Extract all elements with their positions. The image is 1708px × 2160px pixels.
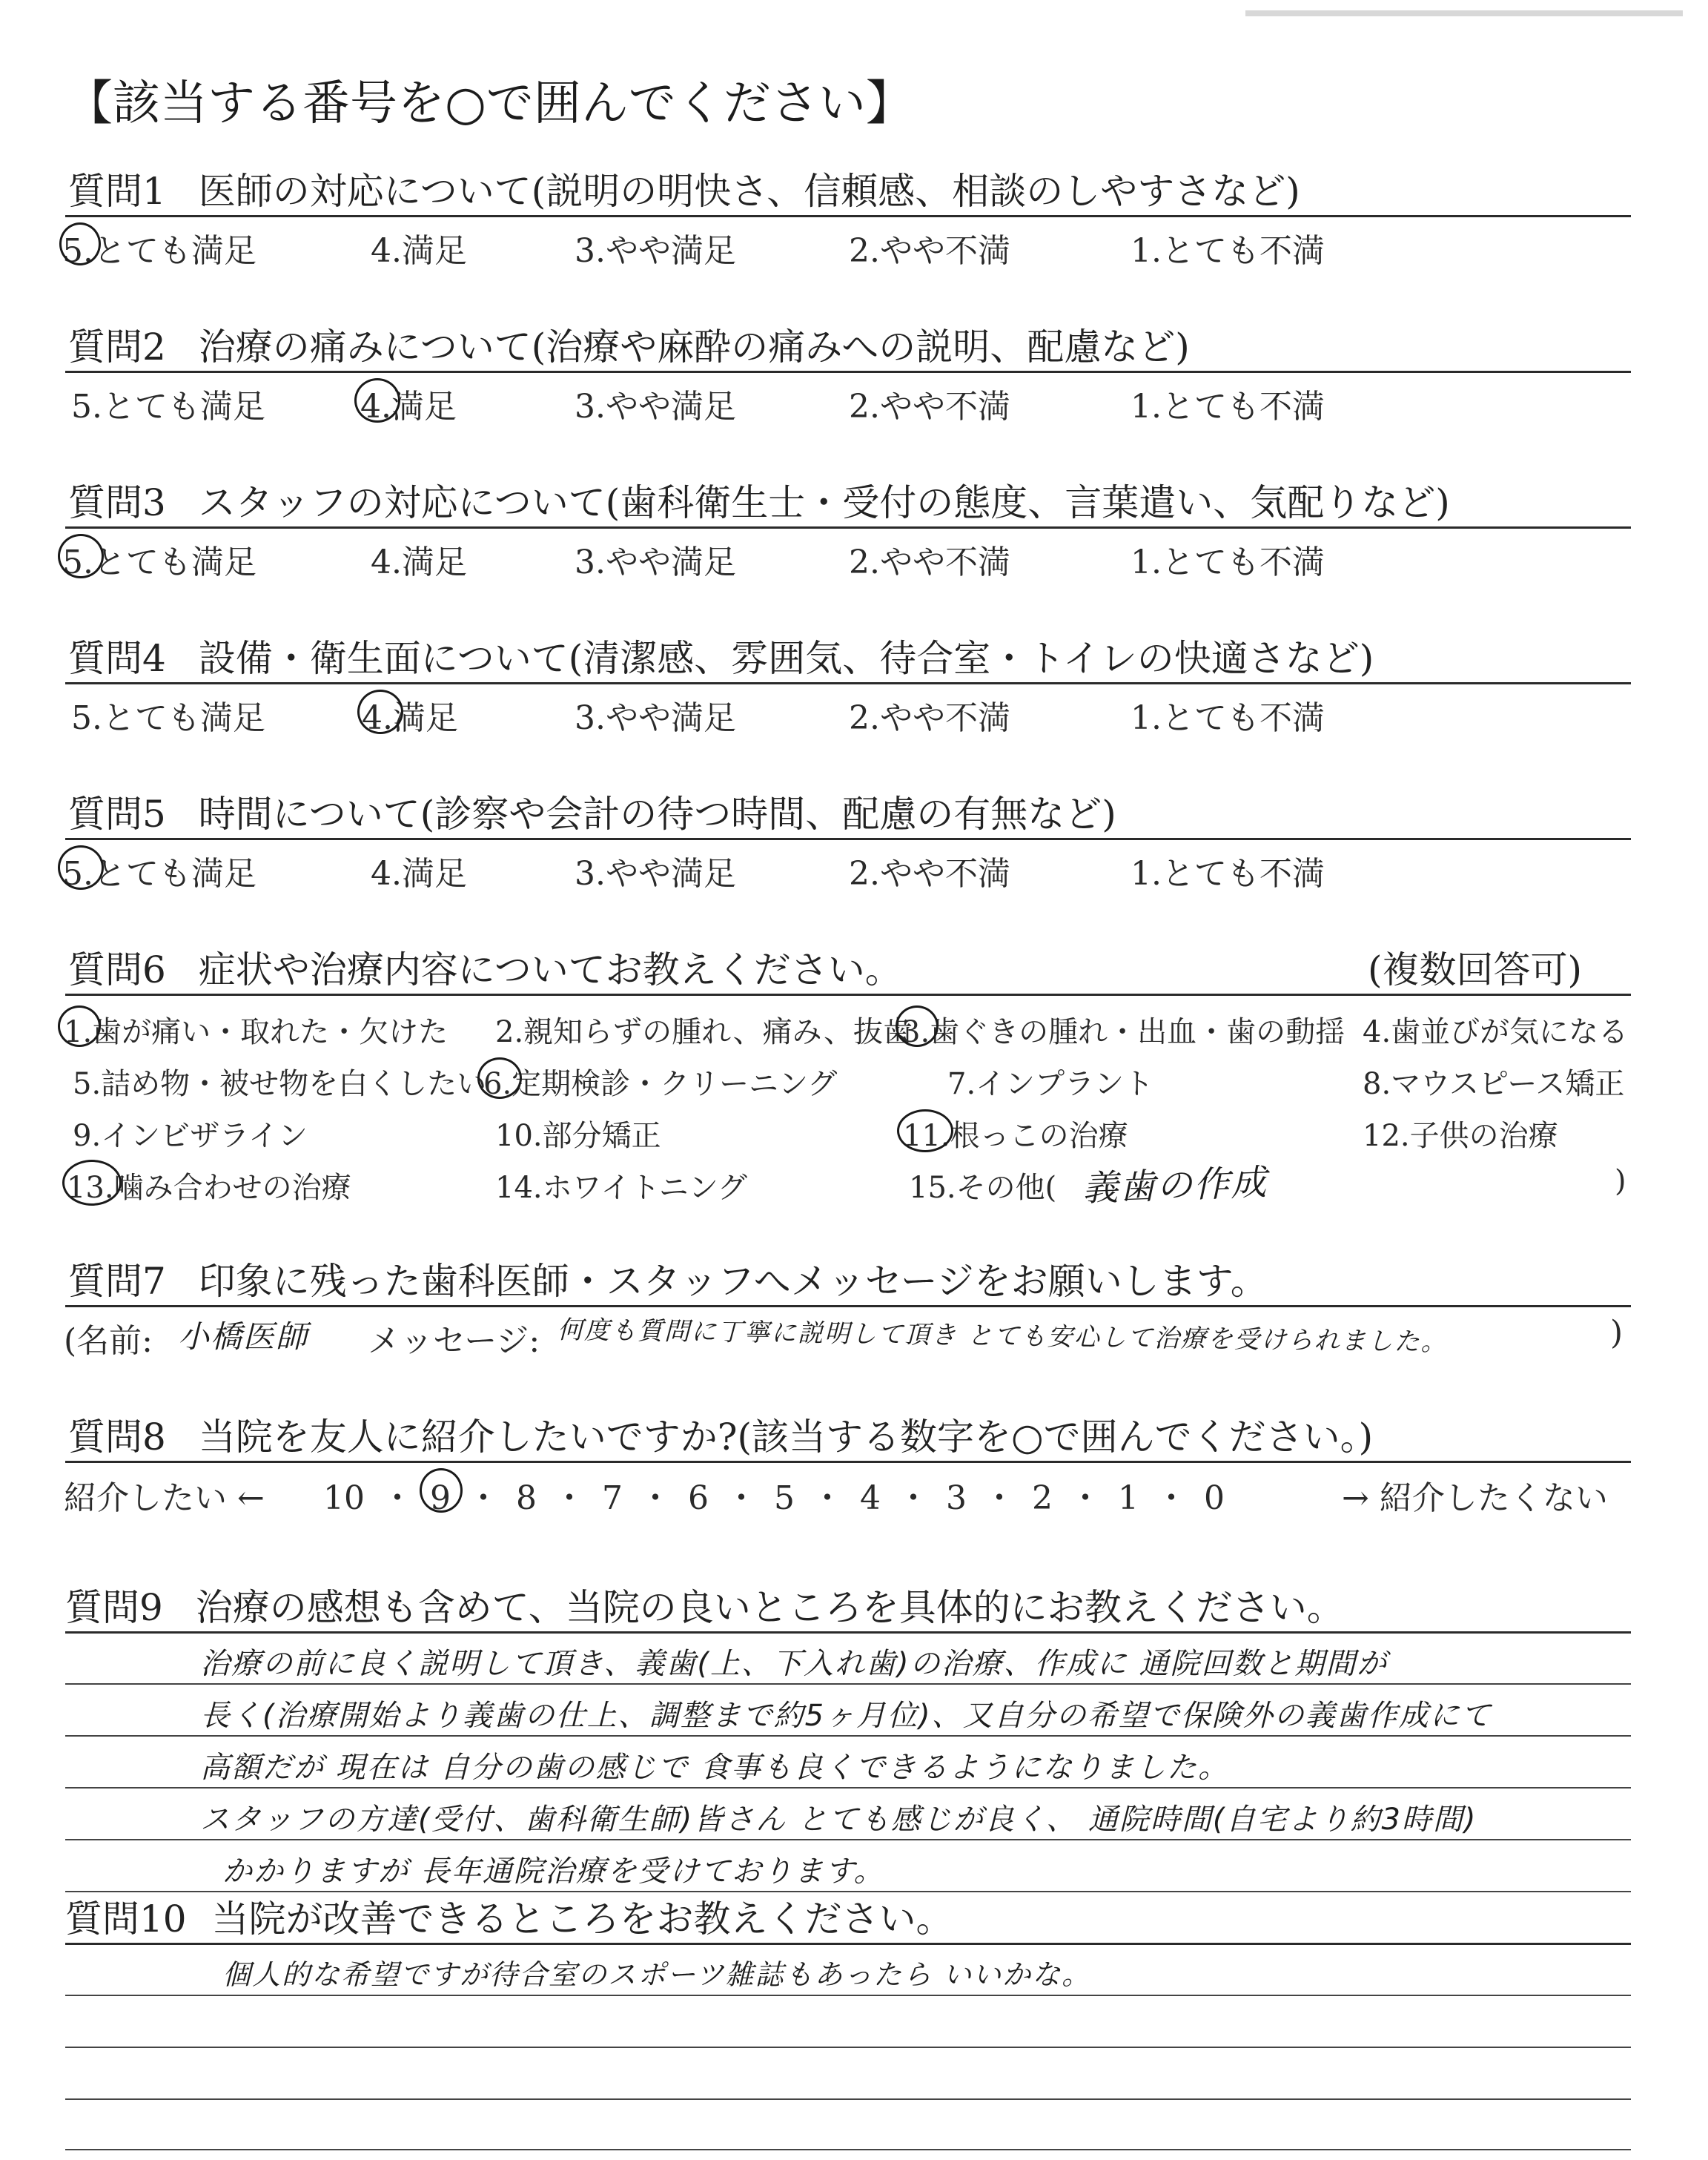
q6-option-14[interactable]: 14.ホワイトニング bbox=[495, 1171, 748, 1205]
q8-scale-8[interactable]: 8 bbox=[516, 1479, 537, 1517]
q3-text: スタッフの対応について(歯科衛生士・受付の態度、言葉遣い、気配りなど) bbox=[198, 481, 1450, 524]
q7-label: 質問7 bbox=[68, 1260, 166, 1303]
q6-heading bbox=[68, 940, 902, 994]
q6-selection-circle-1 bbox=[58, 1005, 101, 1047]
q10-label: 質問10 bbox=[65, 1898, 187, 1941]
q3-label: 質問3 bbox=[68, 481, 166, 524]
q6-option-3[interactable]: 3.歯ぐきの腫れ・出血・歯の動揺 bbox=[901, 1015, 1345, 1049]
q3-option-2[interactable]: 2.やや不満 bbox=[849, 544, 1010, 581]
q2-option-4[interactable]: 4.満足 bbox=[360, 388, 457, 426]
q7-message-handwritten[interactable]: 何度も質問に丁寧に説明して頂き とても安心して治療を受けられました。 bbox=[557, 1315, 1448, 1358]
q6-option-7[interactable]: 7.インプラント bbox=[947, 1067, 1154, 1101]
q8-right-label: → 紹介したくない bbox=[1342, 1479, 1608, 1517]
q5-option-3[interactable]: 3.やや満足 bbox=[575, 855, 736, 893]
q6-option-10[interactable]: 10.部分矯正 bbox=[495, 1119, 661, 1153]
q3-option-3[interactable]: 3.やや満足 bbox=[575, 544, 736, 581]
q8-left-label: 紹介したい ← bbox=[64, 1479, 265, 1517]
q6-text: 症状や治療内容についてお教えください。 bbox=[198, 948, 902, 991]
q5-option-5[interactable]: 5.とても満足 bbox=[62, 855, 256, 893]
q6-option-1[interactable]: 1.歯が痛い・取れた・欠けた bbox=[64, 1015, 448, 1049]
q6-option-12[interactable]: 12.子供の治療 bbox=[1363, 1119, 1558, 1153]
q10-rule-4 bbox=[65, 2098, 1631, 2100]
q6-selection-circle-13 bbox=[62, 1160, 122, 1206]
q2-option-1[interactable]: 1.とても不満 bbox=[1131, 388, 1325, 426]
q7-name-label: (名前: bbox=[64, 1322, 153, 1360]
q8-scale-0[interactable]: 0 bbox=[1204, 1479, 1225, 1517]
q9-rule-5 bbox=[65, 1839, 1631, 1840]
q10-text: 当院が改善できるところをお教えください。 bbox=[211, 1898, 953, 1941]
q10-answer-line-1[interactable]: 個人的な希望ですが待合室のスポーツ雑誌もあったら いいかな。 bbox=[222, 1958, 1092, 1991]
q8-scale-1[interactable]: 1 bbox=[1118, 1479, 1139, 1517]
q5-option-1[interactable]: 1.とても不満 bbox=[1131, 855, 1325, 893]
q8-rule bbox=[65, 1461, 1631, 1463]
q1-label: 質問1 bbox=[68, 170, 166, 213]
q7-close-paren: ) bbox=[1610, 1314, 1623, 1352]
q5-label: 質問5 bbox=[68, 793, 166, 836]
q9-rule-3 bbox=[65, 1735, 1631, 1737]
q9-answer-line-3[interactable]: 高額だが 現在は 自分の歯の感じで 食事も良くできるようになりました。 bbox=[200, 1751, 1230, 1785]
q6-option-5[interactable]: 5.詰め物・被せ物を白くしたい bbox=[73, 1067, 487, 1101]
q6-note: (複数回答可) bbox=[1368, 948, 1583, 991]
q2-option-3[interactable]: 3.やや満足 bbox=[575, 388, 736, 426]
q3-option-1[interactable]: 1.とても不満 bbox=[1131, 544, 1325, 581]
q6-selection-circle-11 bbox=[897, 1109, 953, 1152]
q1-text: 医師の対応について(説明の明快さ、信頼感、相談のしやすさなど) bbox=[198, 170, 1300, 213]
q4-option-1[interactable]: 1.とても不満 bbox=[1131, 699, 1325, 737]
q3-heading bbox=[68, 473, 1450, 526]
q2-selection-circle bbox=[354, 378, 400, 423]
q8-scale-2[interactable]: 2 bbox=[1032, 1479, 1053, 1517]
q6-option-13[interactable]: 13.噛み合わせの治療 bbox=[67, 1171, 351, 1205]
q6-option-2[interactable]: 2.親知らずの腫れ、痛み、抜歯 bbox=[495, 1015, 913, 1049]
q8-scale-4[interactable]: 4 bbox=[860, 1479, 881, 1517]
page-title: 【該当する番号を○で囲んでください】 bbox=[65, 76, 913, 131]
q6-option-15[interactable]: 15.その他( bbox=[909, 1171, 1057, 1205]
q7-message-label: メッセージ: bbox=[368, 1322, 540, 1360]
q9-label: 質問9 bbox=[65, 1586, 163, 1629]
q3-rule bbox=[65, 526, 1631, 529]
q9-heading bbox=[65, 1578, 1344, 1631]
q6-option-8[interactable]: 8.マウスピース矯正 bbox=[1363, 1067, 1625, 1101]
q6-label: 質問6 bbox=[68, 948, 166, 991]
q9-rule-1 bbox=[65, 1631, 1631, 1634]
q1-rule bbox=[65, 215, 1631, 217]
scan-edge bbox=[1245, 10, 1683, 16]
q4-option-3[interactable]: 3.やや満足 bbox=[575, 699, 736, 737]
q1-option-2[interactable]: 2.やや不満 bbox=[849, 232, 1010, 270]
q6-other-handwritten[interactable]: 義歯の作成 bbox=[1082, 1161, 1269, 1210]
q8-scale-5[interactable]: 5 bbox=[774, 1479, 795, 1517]
q2-option-5[interactable]: 5.とても満足 bbox=[71, 388, 265, 426]
q8-text: 当院を友人に紹介したいですか?(該当する数字を○で囲んでください。) bbox=[198, 1416, 1374, 1459]
q5-option-4[interactable]: 4.満足 bbox=[371, 855, 467, 893]
q8-scale-10[interactable]: 10 bbox=[323, 1479, 365, 1517]
q10-heading bbox=[65, 1889, 953, 1943]
q4-text: 設備・衛生面について(清潔感、雰囲気、待合室・トイレの快適さなど) bbox=[198, 637, 1374, 680]
q2-label: 質問2 bbox=[68, 326, 166, 369]
q2-heading bbox=[68, 317, 1190, 371]
q8-scale-6[interactable]: 6 bbox=[688, 1479, 709, 1517]
q9-text: 治療の感想も含めて、当院の良いところを具体的にお教えください。 bbox=[195, 1586, 1344, 1629]
q9-answer-line-1[interactable]: 治療の前に良く説明して頂き、義歯(上、下入れ歯)の治療、作成に 通院回数と期間が bbox=[200, 1647, 1388, 1681]
q7-name-handwritten[interactable]: 小橋医師 bbox=[178, 1318, 309, 1355]
q8-heading bbox=[68, 1407, 1373, 1461]
q9-answer-line-4[interactable]: スタッフの方達(受付、歯科衛生師)皆さん とても感じが良く、 通院時間(自宅より約3時間) bbox=[200, 1803, 1477, 1837]
q9-rule-4 bbox=[65, 1787, 1631, 1789]
q6-other-close-paren: ) bbox=[1615, 1164, 1626, 1198]
q1-option-5[interactable]: 5.とても満足 bbox=[62, 232, 256, 270]
q4-option-2[interactable]: 2.やや不満 bbox=[849, 699, 1010, 737]
q8-scale-3[interactable]: 3 bbox=[946, 1479, 967, 1517]
q5-heading bbox=[68, 785, 1116, 838]
q2-text: 治療の痛みについて(治療や麻酔の痛みへの説明、配慮など) bbox=[198, 326, 1190, 369]
q5-option-2[interactable]: 2.やや不満 bbox=[849, 855, 1010, 893]
q6-selection-circle-3 bbox=[896, 1005, 939, 1047]
q4-label: 質問4 bbox=[68, 637, 166, 680]
q8-scale-9[interactable]: 9 bbox=[430, 1479, 451, 1517]
q3-selection-circle bbox=[58, 534, 104, 578]
q1-option-3[interactable]: 3.やや満足 bbox=[575, 232, 736, 270]
q2-rule bbox=[65, 371, 1631, 373]
q1-selection-circle bbox=[59, 222, 101, 265]
q1-option-4[interactable]: 4.満足 bbox=[371, 232, 467, 270]
q6-option-11[interactable]: 11.根っこの治療 bbox=[903, 1119, 1128, 1153]
q6-option-6[interactable]: 6.定期検診・クリーニング bbox=[483, 1067, 838, 1101]
q4-option-5[interactable]: 5.とても満足 bbox=[71, 699, 265, 737]
q10-rule-3 bbox=[65, 2047, 1631, 2048]
q9-rule-2 bbox=[65, 1683, 1631, 1685]
q1-heading bbox=[68, 162, 1300, 215]
q10-rule-2 bbox=[65, 1995, 1631, 1996]
q2-option-2[interactable]: 2.やや不満 bbox=[849, 388, 1010, 426]
q5-selection-circle bbox=[58, 845, 104, 890]
q7-heading bbox=[68, 1252, 1268, 1305]
q5-rule bbox=[65, 838, 1631, 840]
q3-option-4[interactable]: 4.満足 bbox=[371, 544, 467, 581]
q7-text: 印象に残った歯科医師・スタッフへメッセージをお願いします。 bbox=[198, 1260, 1268, 1303]
q4-rule bbox=[65, 682, 1631, 684]
q8-scale: 10 ・ 9 ・ 8 ・ 7 ・ 6 ・ 5 ・ 4 ・ 3 ・ 2 ・ 1 ・ 0 bbox=[323, 1479, 1225, 1517]
q4-selection-circle bbox=[357, 690, 403, 734]
q3-option-5[interactable]: 5.とても満足 bbox=[62, 544, 256, 581]
q6-option-4[interactable]: 4.歯並びが気になる bbox=[1363, 1015, 1629, 1049]
q7-rule bbox=[65, 1305, 1631, 1307]
q8-scale-7[interactable]: 7 bbox=[602, 1479, 623, 1517]
q9-answer-line-2[interactable]: 長く(治療開始より義歯の仕上、調整まで約5ヶ月位)、又自分の希望で保険外の義歯作成にて bbox=[200, 1699, 1492, 1733]
q6-option-9[interactable]: 9.インビザライン bbox=[73, 1119, 308, 1153]
q1-option-1[interactable]: 1.とても不満 bbox=[1131, 232, 1325, 270]
q8-label: 質問8 bbox=[68, 1416, 166, 1459]
q5-text: 時間について(診察や会計の待つ時間、配慮の有無など) bbox=[198, 793, 1116, 836]
q6-rule bbox=[65, 994, 1631, 996]
q10-rule-5 bbox=[65, 2149, 1631, 2150]
q10-rule-1 bbox=[65, 1943, 1631, 1945]
q8-selection-circle bbox=[420, 1468, 463, 1513]
q4-option-4[interactable]: 4.満足 bbox=[362, 699, 458, 737]
q6-selection-circle-6 bbox=[477, 1057, 522, 1099]
q9-answer-line-5[interactable]: かかりますが 長年通院治療を受けております。 bbox=[222, 1855, 885, 1889]
q4-heading bbox=[68, 629, 1374, 682]
